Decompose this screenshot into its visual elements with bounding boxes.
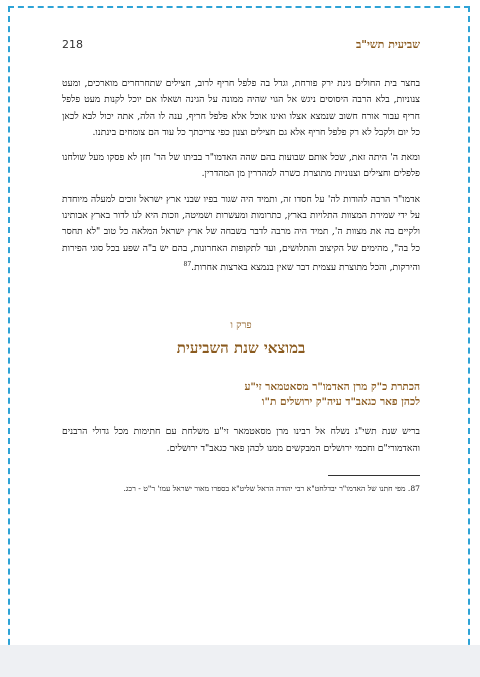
footnote-divider — [328, 475, 420, 476]
viewer-bottom-band — [0, 645, 480, 677]
paragraph-4: בריש שנת תשי"ג נשלח אל רבינו מרן מסאטמאר זי"ע משלחת עם חתימות מכל גדולי הרבנים והאדמורי"ם וחכמי ירושלים המבקשים ממנו לכהן פאר כגאב"ד ירושלים. — [62, 426, 420, 454]
section-heading — [62, 380, 420, 410]
footnote-marker: 87 — [183, 260, 192, 268]
paragraph-3-text: אדמו"ר הרבה להודות לה' על חסדו זה, ותמיד היה שגור בפיו שבני ארץ ישראל זוכים למעלה מיוחדת על ידי שמירת המצוות התלויות בארץ, כתרומות ומעשרות ושמיטה, וזכות היא לנו לדור בארץ אבותינו ולקיים בה את מצוות ה', תמיד היה מרבה לדבר בשבחה של ארץ ישראל המלאה כל טוב "לא תחסר כל בה", מהימים של הקיצוב והתלושים, ועד לתקופות האחרונות, בהם יש ב"ה שפע בכל סוגי הפירות והירקות, והכל מתוצרת עצמית דבר שאין בנמצא בארצות אחרות. — [62, 193, 420, 274]
chapter-title: במוצאי שנת השביעית — [176, 339, 306, 358]
paragraph-3 — [62, 192, 420, 277]
paragraph-1: בחצר בית החולים גינת ירק פורחת, וגדל בה פלפל חריף לרוב, חצילים שתחרחרים מוארכים, ומעט צנוניות, בלא הרבה היסוסים ניגש אל הגוי שהיה ממונה על הגינה ושאלו אם יוכל לקנות מעט פלפל חריף עבור אורח חשוב שנמצא אצלו ואינו אוכל אלא פלפל חריף, ענה לו הלה, אתה יכול לבא לכאן כל יום ולקבל לא רק פלפל חריף אלא גם חצילים וצנון כפי צריכתך כל עוד הם צומחים בינתנו. — [62, 78, 420, 138]
page-header — [62, 38, 420, 58]
section-heading-line-2: לכהן פאר כגאב"ד עיה"ק ירושלים ת"ו — [261, 396, 420, 409]
paragraph-2: ומאת ה' היתה זאת, שכל אותם שבועות בהם שהה האדמו"ר בביתו של הר' חזן לא פסקו מעל שולחנו פלפלים וחצילים וצנוניות מתוצרת כשרה למהדרין מן המהדרין. — [62, 152, 420, 180]
book-page — [62, 38, 420, 496]
chapter-label: פרק ו — [230, 320, 252, 332]
section-heading-line-1: הכתרת כ"ק מרן האדמו"ר מסאטמאר זי"ע — [244, 381, 420, 394]
running-title: שביעית תשי"ב — [355, 38, 420, 51]
footnote: 87. מפי חתנו של האדמו"ר יבדלחט"א רבי יהודה הראל שליט"א בספרו מאור ישראל עמו' ר"ט - רכג. — [123, 483, 420, 493]
page-number: 218 — [62, 38, 83, 51]
